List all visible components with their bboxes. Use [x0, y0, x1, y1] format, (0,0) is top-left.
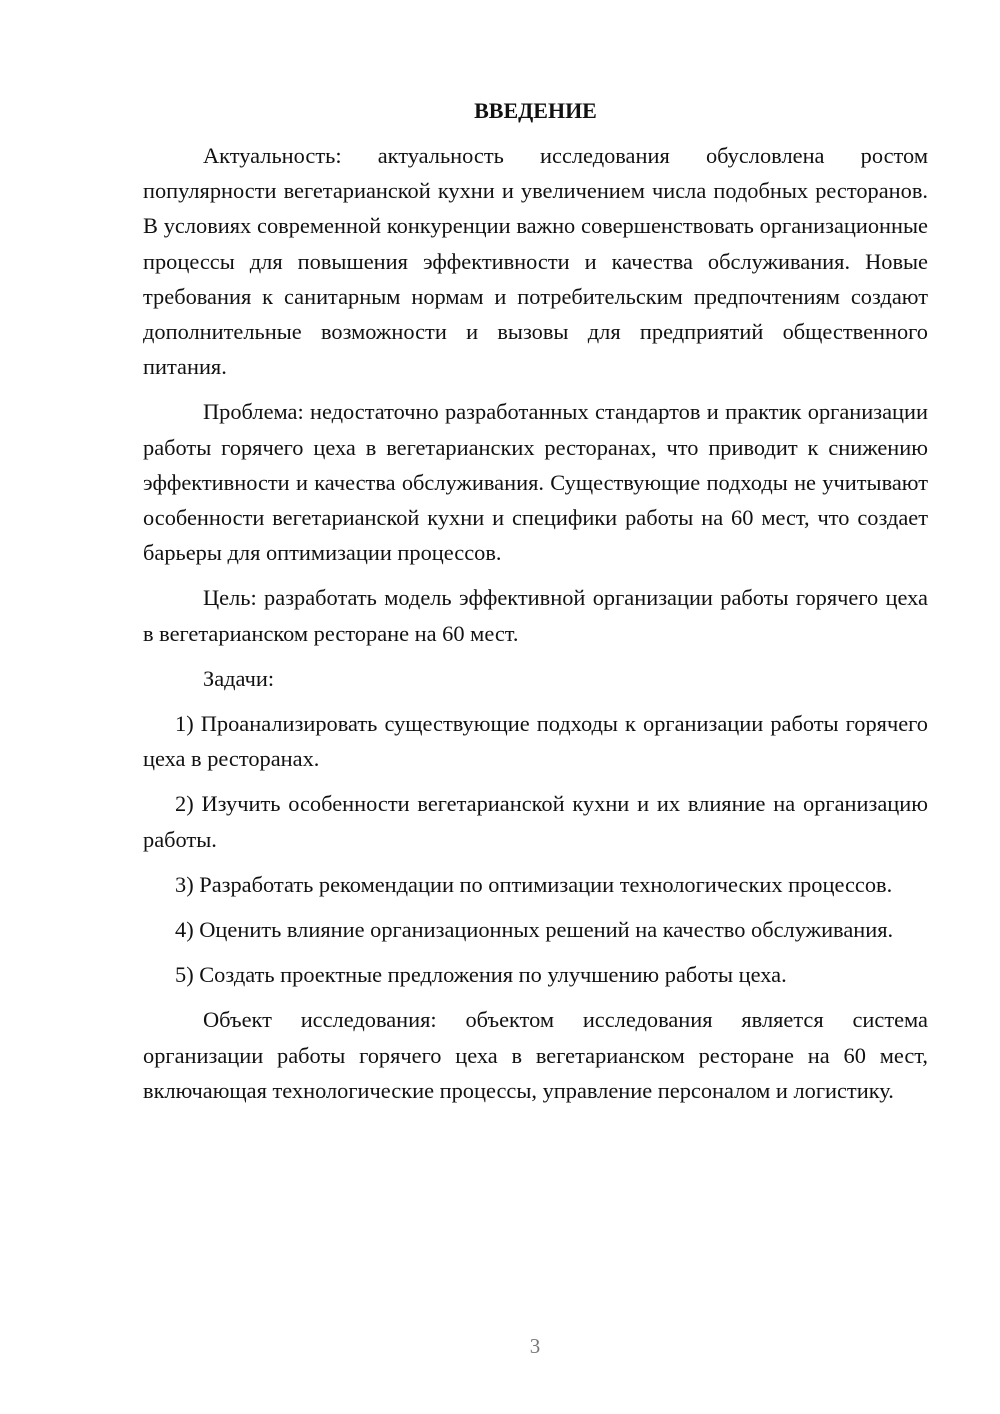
task-item-4: 4) Оценить влияние организационных решений на качество обслуживания. [175, 917, 894, 943]
goal-paragraph: Цель: разработать модель эффективной организации работы горячего цеха в вегетарианском ресторане на 60 мест. [143, 585, 928, 646]
tasks-label: Задачи: [203, 665, 275, 691]
tasks-list [143, 706, 928, 992]
document-page [143, 96, 928, 1118]
object-paragraph: Объект исследования: объектом исследования является система организации работы горячего цеха в вегетарианском ресторане на 60 мест, включающая технологические процессы, управление персоналом и логистику. [143, 1007, 928, 1103]
page-number: 3 [529, 1334, 541, 1358]
task-item-5: 5) Создать проектные предложения по улучшению работы цеха. [175, 962, 787, 988]
task-item-1: 1) Проанализировать существующие подходы к организации работы горячего цеха в ресторанах. [143, 711, 928, 772]
task-item-2: 2) Изучить особенности вегетарианской кухни и их влияние на организацию работы. [143, 791, 928, 852]
section-heading: ВВЕДЕНИЕ [474, 98, 597, 123]
relevance-paragraph: Актуальность: актуальность исследования обусловлена ростом популярности вегетарианской кухни и увеличением числа подобных ресторанов. В условиях современной конкуренции важно совершенствовать организационные процессы для повышения эффективности и качества обслуживания. Новые требования к санитарным нормам и потребительским предпочтениям создают дополнительные возможности и вызовы для предприятий общественного питания. [143, 143, 928, 380]
task-item-3: 3) Разработать рекомендации по оптимизации технологических процессов. [175, 871, 893, 897]
problem-paragraph: Проблема: недостаточно разработанных стандартов и практик организации работы горячего цеха в вегетарианских ресторанах, что приводит к снижению эффективности и качества обслуживания. Существующие подходы не учитывают особенности вегетарианской кухни и специфики работы на 60 мест, что создает барьеры для оптимизации процессов. [143, 399, 928, 566]
